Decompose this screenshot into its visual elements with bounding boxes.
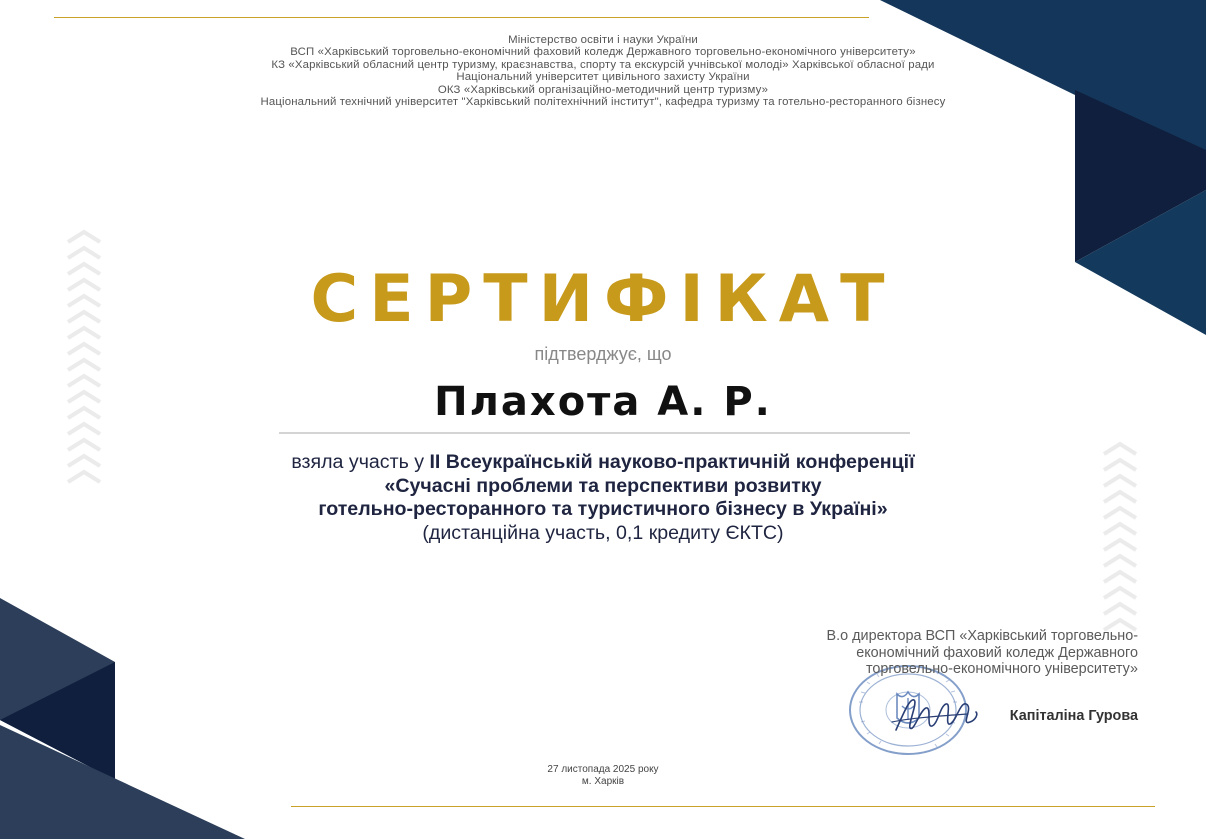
- signatory-name: Капіталіна Гурова: [1009, 708, 1138, 724]
- signatory-position-line3: торговельно-економічного університету»: [865, 661, 1138, 677]
- chevron-mark: [1104, 588, 1136, 598]
- issue-date-place: [503, 764, 703, 787]
- chevron-mark: [1104, 572, 1136, 582]
- recipient-name: Плахота А. Р.: [434, 379, 772, 425]
- chevron-mark: [1104, 476, 1136, 486]
- chevron-mark: [68, 248, 100, 258]
- signatory-position-line2: економічний фаховий коледж Державного: [856, 644, 1138, 661]
- certificate-title: СЕРТИФІКАТ: [310, 262, 896, 337]
- confirms-text: підтверджує, що: [534, 344, 672, 364]
- conference-topic-line2: готельно-ресторанного та туристичного бізнесу в Україні»: [318, 498, 888, 520]
- issue-date: 27 листопада 2025 року: [547, 764, 659, 775]
- signatory-position-line1: В.о директора ВСП «Харківський торговельно-: [826, 628, 1138, 644]
- chevron-mark: [1104, 444, 1136, 454]
- header-line-ministry: Міністерство освіти і науки України: [508, 34, 698, 46]
- chevron-mark: [68, 472, 100, 482]
- chevron-mark: [68, 440, 100, 450]
- signatory-position: [720, 628, 1138, 678]
- participation-prefix: взяла участь у: [291, 451, 430, 473]
- chevron-mark: [1104, 604, 1136, 614]
- issue-city: м. Харків: [581, 775, 625, 787]
- chevron-mark: [1104, 460, 1136, 470]
- participation-details: (дистанційна участь, 0,1 кредиту ЄКТС): [422, 521, 784, 544]
- bottom-gold-rule: [291, 806, 1155, 807]
- decorative-shapes-bottom-left: [0, 590, 250, 839]
- participation-text: [150, 451, 1056, 545]
- header-line-tourism-center: КЗ «Харківський обласний центр туризму, краєзнавства, спорту та екскурсій учнівської молоді» Харківської обласної ради: [271, 58, 935, 71]
- top-gold-rule: [54, 17, 869, 18]
- chevron-mark: [68, 232, 100, 242]
- header-line-civil-defense-university: Національний університет цивільного захисту України: [456, 71, 750, 84]
- header-line-college: ВСП «Харківський торговельно-економічний фаховий коледж Державного торговельно-економічного університету»: [290, 46, 916, 59]
- chevron-pattern-right: [1102, 440, 1142, 640]
- chevron-mark: [1104, 508, 1136, 518]
- conference-topic-line1: «Сучасні проблеми та перспективи розвитку: [384, 474, 822, 497]
- name-underline: [279, 432, 910, 434]
- chevron-mark: [1104, 556, 1136, 566]
- chevron-mark: [1104, 524, 1136, 534]
- header-line-polytechnic: Національний технічний університет "Харківський політехнічний інститут", кафедра туризму та готельно-ресторанного бізнесу: [260, 96, 946, 109]
- chevron-mark: [1104, 540, 1136, 550]
- participation-line: [150, 451, 1056, 475]
- header-line-methodical-center: ОКЗ «Харківський організаційно-методичний центр туризму»: [437, 83, 769, 96]
- chevron-mark: [68, 456, 100, 466]
- organizations-header: [150, 34, 1056, 108]
- chevron-mark: [1104, 492, 1136, 502]
- conference-name: ІІ Всеукраїнській науково-практичній конференції: [429, 451, 915, 473]
